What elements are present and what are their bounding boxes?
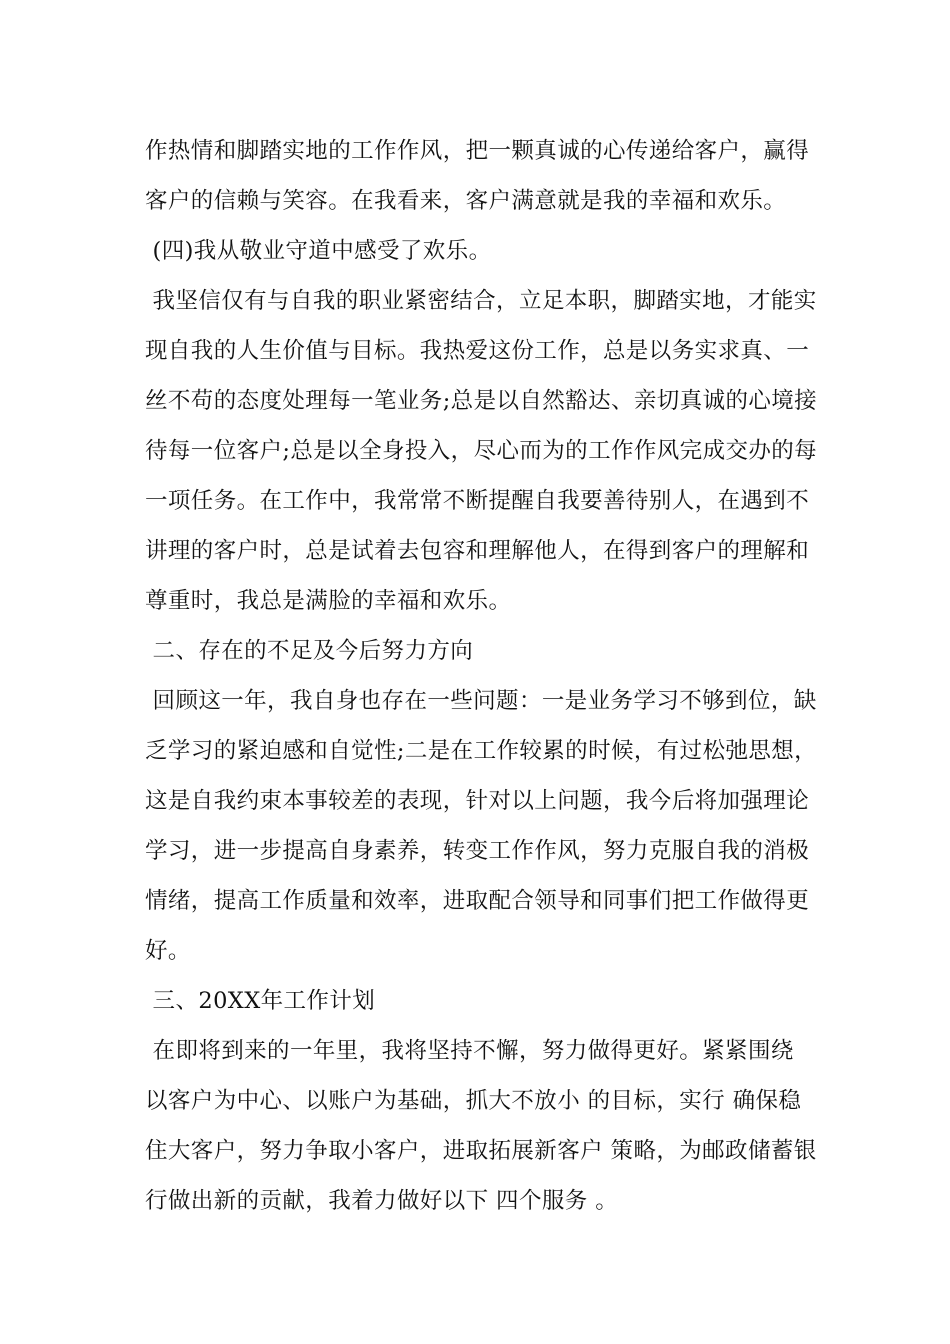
paragraph-line: 我坚信仅有与自我的职业紧密结合，立足本职，脚踏实地，才能实 xyxy=(145,288,817,314)
section-heading: (四)我从敬业守道中感受了欢乐。 xyxy=(145,238,492,264)
paragraph-line: 作热情和脚踏实地的工作作风，把一颗真诚的心传递给客户，赢得 xyxy=(145,138,810,164)
paragraph-line: 行做出新的贡献，我着力做好以下 四个服务 。 xyxy=(145,1188,619,1214)
paragraph-line: 以客户为中心、以账户为基础，抓大不放小 的目标，实行 确保稳 xyxy=(145,1088,802,1114)
paragraph-line: 好。 xyxy=(145,938,191,964)
paragraph-line: 这是自我约束本事较差的表现，针对以上问题，我今后将加强理论 xyxy=(145,788,810,814)
paragraph-line: 在即将到来的一年里，我将坚持不懈，努力做得更好。紧紧围绕 xyxy=(145,1038,794,1064)
paragraph-line: 现自我的人生价值与目标。我热爱这份工作，总是以务实求真、一 xyxy=(145,338,810,364)
paragraph-line: 回顾这一年，我自身也存在一些问题：一是业务学习不够到位，缺 xyxy=(145,688,817,714)
section-heading: 三、20XX年工作计划 xyxy=(145,988,376,1014)
paragraph-line: 客户的信赖与笑容。在我看来，客户满意就是我的幸福和欢乐。 xyxy=(145,188,787,214)
section-heading: 二、存在的不足及今后努力方向 xyxy=(145,638,474,664)
paragraph-line: 乏学习的紧迫感和自觉性;二是在工作较累的时候，有过松弛思想， xyxy=(145,738,818,764)
paragraph-line: 一项任务。在工作中，我常常不断提醒自我要善待别人，在遇到不 xyxy=(145,488,810,514)
paragraph-line: 讲理的客户时，总是试着去包容和理解他人，在得到客户的理解和 xyxy=(145,538,810,564)
paragraph-line: 情绪，提高工作质量和效率，进取配合领导和同事们把工作做得更 xyxy=(145,888,810,914)
paragraph-line: 丝不苟的态度处理每一笔业务;总是以自然豁达、亲切真诚的心境接 xyxy=(145,388,818,414)
paragraph-line: 住大客户，努力争取小客户，进取拓展新客户 策略，为邮政储蓄银 xyxy=(145,1138,817,1164)
paragraph-line: 尊重时，我总是满脸的幸福和欢乐。 xyxy=(145,588,512,614)
paragraph-line: 待每一位客户;总是以全身投入，尽心而为的工作作风完成交办的每 xyxy=(145,438,818,464)
paragraph-line: 学习，进一步提高自身素养，转变工作作风，努力克服自我的消极 xyxy=(145,838,810,864)
